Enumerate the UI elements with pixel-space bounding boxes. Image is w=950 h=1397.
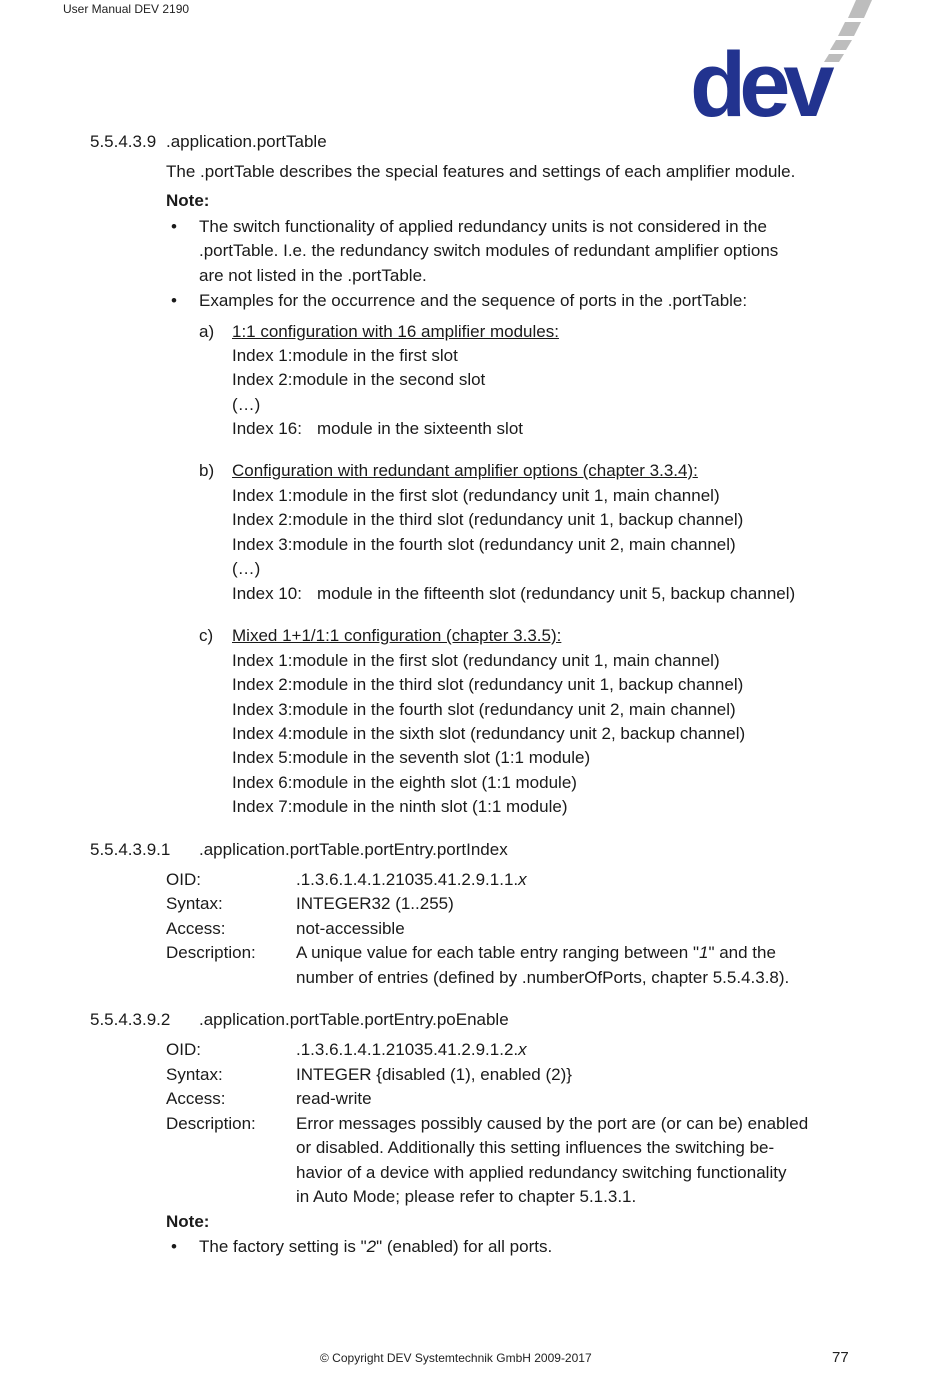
example-b-line: Index 1:module in the first slot (redundancy unit 1, main channel) [232, 486, 720, 505]
entry-2-description-line: Error messages possibly caused by the port are (or can be) enabled [296, 1114, 809, 1133]
example-a-line: (…) [232, 395, 261, 414]
entry-2-oid: .1.3.6.1.4.1.21035.41.2.9.1.2.x [296, 1040, 527, 1059]
example-a-title: 1:1 configuration with 16 amplifier modules: [232, 322, 559, 341]
bullet-1-line-1: The switch functionality of applied redundancy units is not considered in the [199, 217, 767, 236]
example-a-line: Index 1:module in the first slot [232, 346, 458, 365]
section-number: 5.5.4.3.9 [90, 132, 157, 151]
entry-2-note-text: The factory setting is "2" (enabled) for all ports. [199, 1237, 553, 1256]
example-b-line: Index 2:module in the third slot (redundancy unit 1, backup channel) [232, 510, 744, 529]
access-label: Access: [166, 919, 226, 938]
bullet-1-line-2: .portTable. I.e. the redundancy switch modules of redundant amplifier options [199, 241, 779, 260]
example-b-last-index: Index 10: [232, 584, 302, 603]
example-c-line: Index 2:module in the third slot (redundancy unit 1, backup channel) [232, 675, 744, 694]
bullet-marker: • [171, 1237, 177, 1256]
example-c-line: Index 1:module in the first slot (redundancy unit 1, main channel) [232, 651, 720, 670]
example-a-last-text: module in the sixteenth slot [317, 419, 524, 438]
section-intro: The .portTable describes the special features and settings of each amplifier module. [166, 162, 796, 181]
example-b-line: Index 3:module in the fourth slot (redundancy unit 2, main channel) [232, 535, 736, 554]
entry-1-syntax: INTEGER32 (1..255) [296, 894, 454, 913]
entry-2-description-line: or disabled. Additionally this setting influences the switching be- [296, 1138, 775, 1157]
bullet-2-line-1: Examples for the occurrence and the sequence of ports in the .portTable: [199, 291, 748, 310]
footer-copyright: © Copyright DEV Systemtechnik GmbH 2009-2017 [320, 1351, 592, 1365]
example-a-letter: a) [199, 322, 215, 341]
entry-2-note-label: Note: [166, 1212, 210, 1231]
example-c-line: Index 6:module in the eighth slot (1:1 module) [232, 773, 577, 792]
example-a-line: Index 2:module in the second slot [232, 370, 486, 389]
entry-2-title: .application.portTable.portEntry.poEnable [199, 1010, 509, 1029]
note-label: Note: [166, 191, 210, 210]
running-header: User Manual DEV 2190 [63, 2, 190, 16]
entry-2-access: read-write [296, 1089, 372, 1108]
syntax-label: Syntax: [166, 894, 223, 913]
dev-logo [688, 0, 873, 122]
example-c-line: Index 4:module in the sixth slot (redundancy unit 2, backup channel) [232, 724, 746, 743]
bullet-1-line-3: are not listed in the .portTable. [199, 266, 427, 285]
example-b-line: (…) [232, 559, 261, 578]
entry-2-syntax: INTEGER {disabled (1), enabled (2)} [296, 1065, 572, 1084]
oid-label: OID: [166, 1040, 201, 1059]
description-label: Description: [166, 1114, 256, 1133]
example-c-title: Mixed 1+1/1:1 configuration (chapter 3.3.5): [232, 626, 562, 645]
entry-2-number: 5.5.4.3.9.2 [90, 1010, 171, 1029]
entry-1-access: not-accessible [296, 919, 405, 938]
entry-1-oid: .1.3.6.1.4.1.21035.41.2.9.1.1.x [296, 870, 527, 889]
entry-1-description-line-2: number of entries (defined by .numberOfPorts, chapter 5.5.4.3.8). [296, 968, 790, 987]
example-c-line: Index 3:module in the fourth slot (redundancy unit 2, main channel) [232, 700, 736, 719]
entry-1-number: 5.5.4.3.9.1 [90, 840, 171, 859]
logo-wordmark: dev [690, 34, 828, 122]
access-label: Access: [166, 1089, 226, 1108]
page-number: 77 [832, 1349, 849, 1366]
logo-stripes [824, 0, 872, 62]
description-label: Description: [166, 943, 256, 962]
entry-2-description-line: havior of a device with applied redundancy switching functionality [296, 1163, 787, 1182]
example-b-last-text: module in the fifteenth slot (redundancy unit 5, backup channel) [317, 584, 796, 603]
oid-label: OID: [166, 870, 201, 889]
entry-1-description-line-1: A unique value for each table entry ranging between "1" and the [296, 943, 776, 962]
entry-1-title: .application.portTable.portEntry.portIndex [199, 840, 508, 859]
example-c-line: Index 7:module in the ninth slot (1:1 module) [232, 797, 568, 816]
syntax-label: Syntax: [166, 1065, 223, 1084]
bullet-marker: • [171, 217, 177, 236]
bullet-marker: • [171, 291, 177, 310]
example-c-letter: c) [199, 626, 214, 645]
example-b-letter: b) [199, 461, 215, 480]
example-a-last-index: Index 16: [232, 419, 302, 438]
example-c-line: Index 5:module in the seventh slot (1:1 module) [232, 748, 591, 767]
entry-2-description-line: in Auto Mode; please refer to chapter 5.1.3.1. [296, 1187, 637, 1206]
section-title: .application.portTable [166, 132, 327, 151]
example-b-title: Configuration with redundant amplifier options (chapter 3.3.4): [232, 461, 698, 480]
